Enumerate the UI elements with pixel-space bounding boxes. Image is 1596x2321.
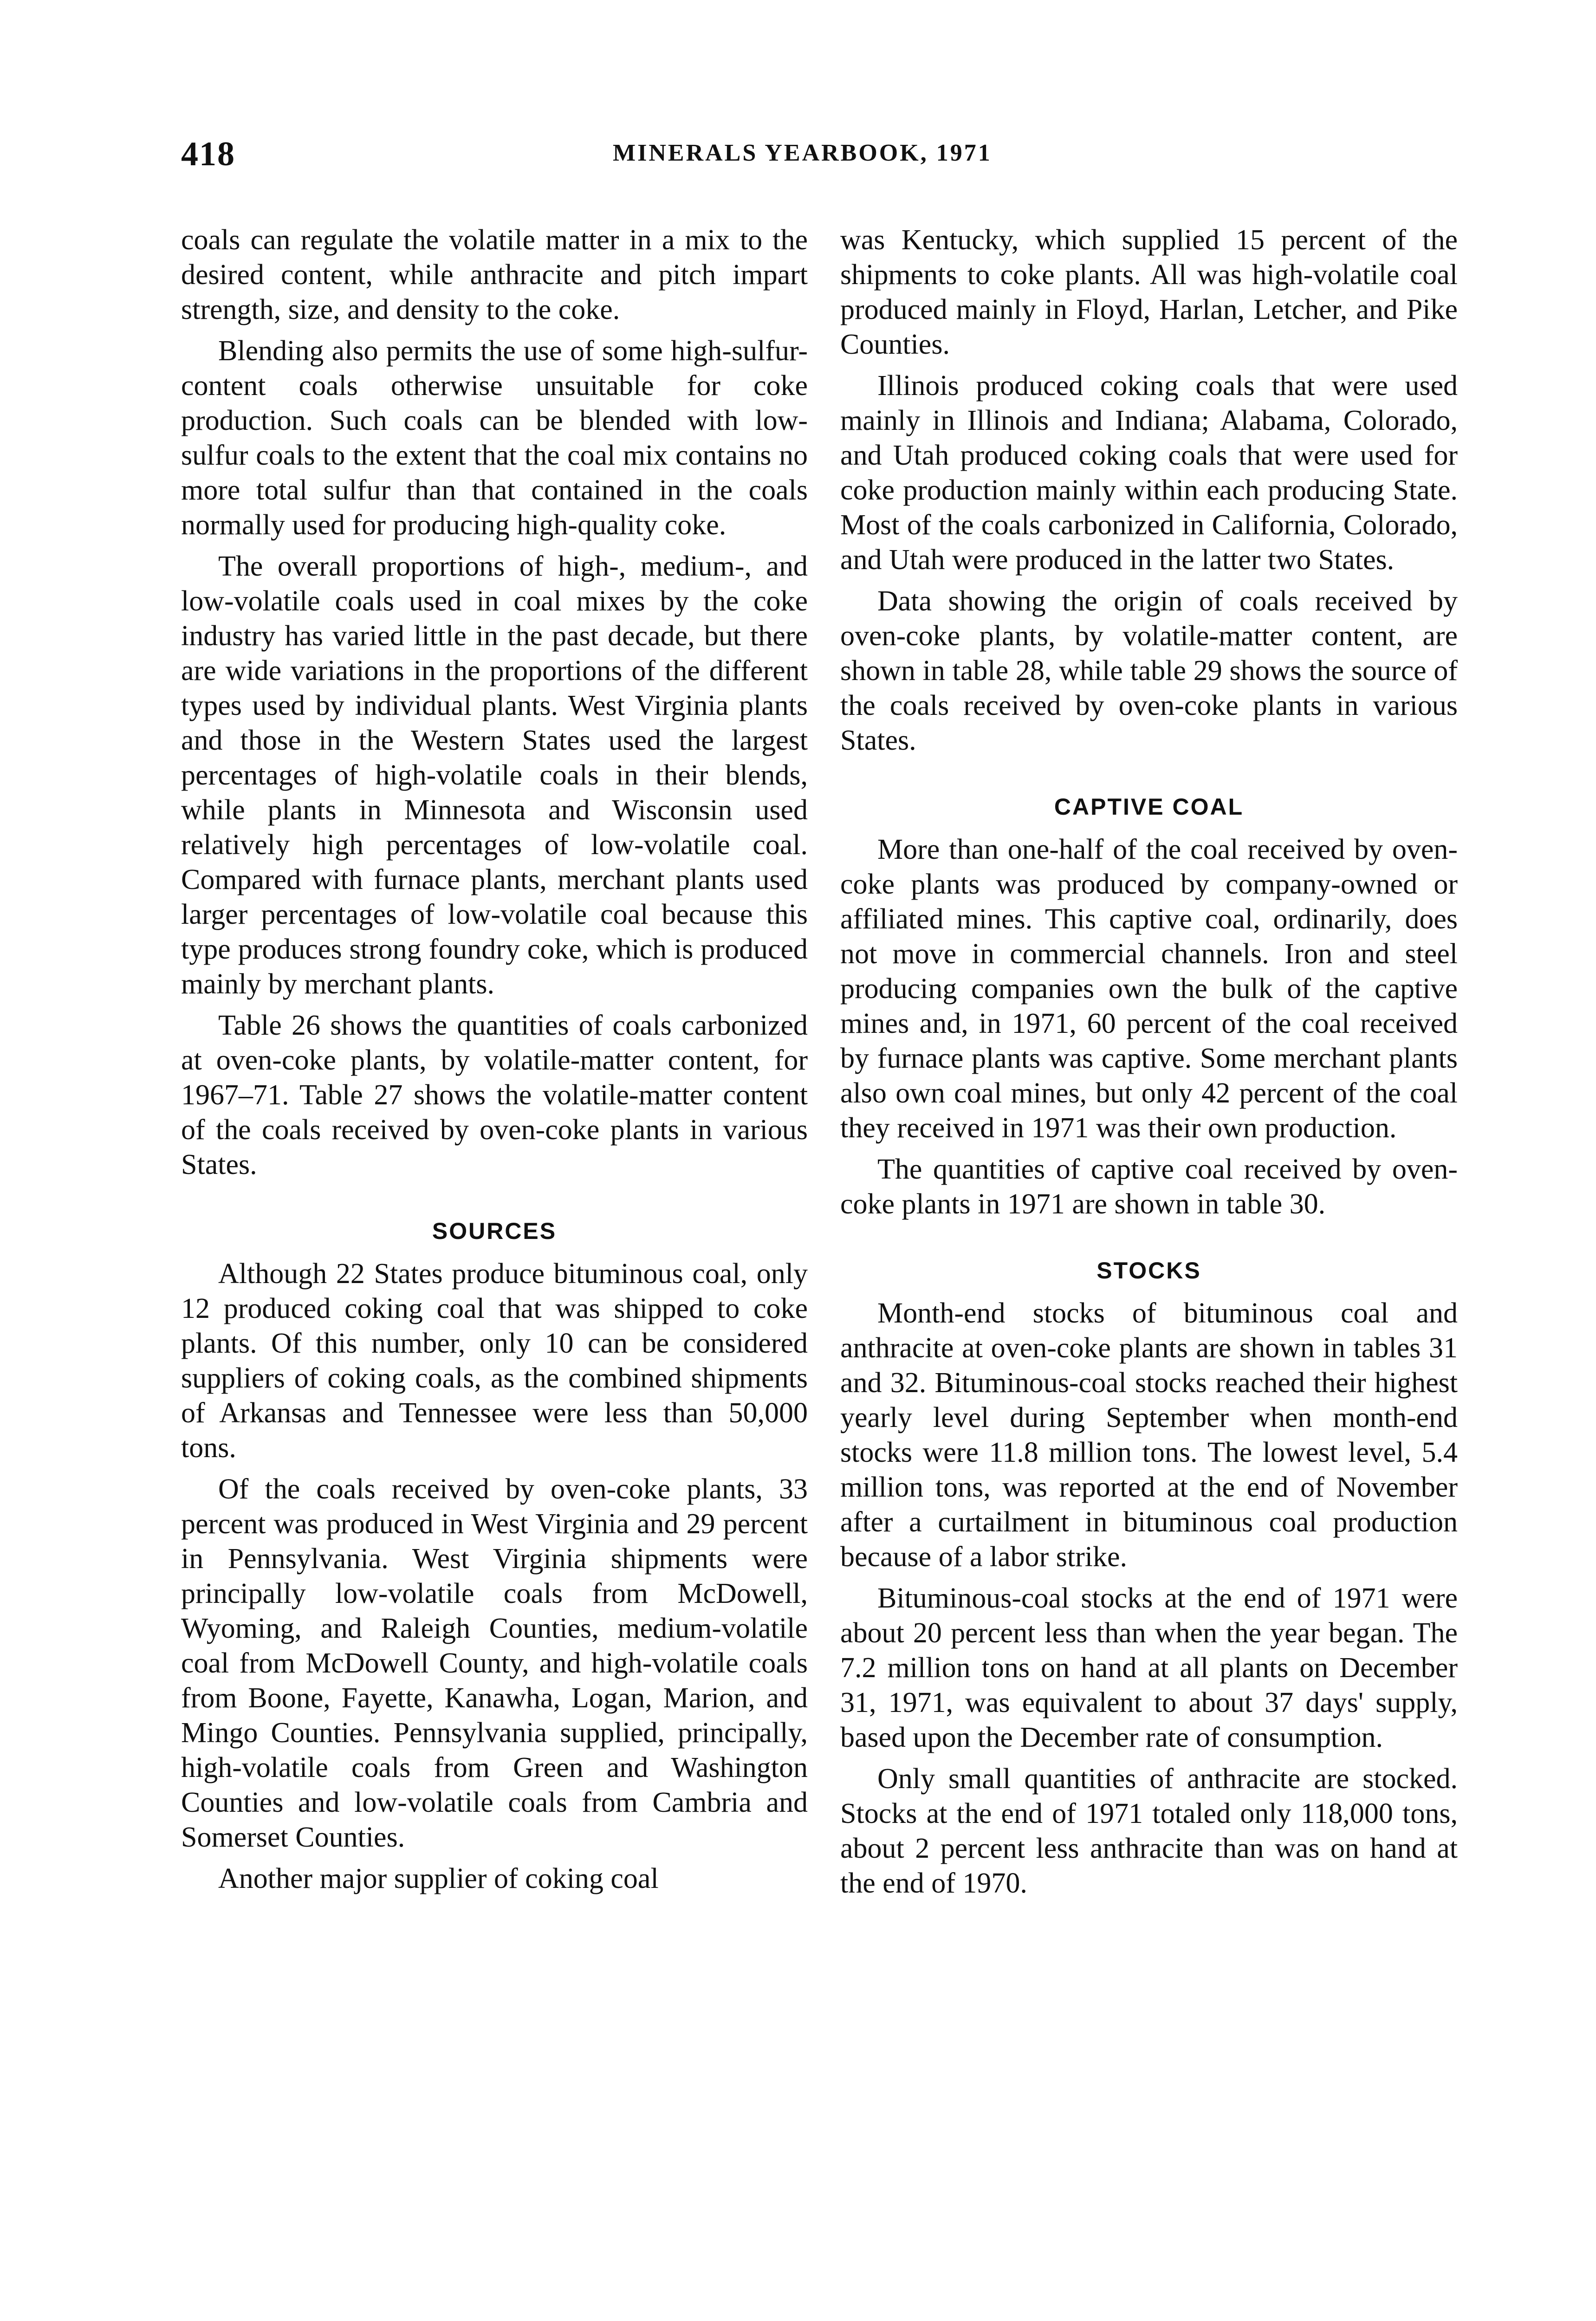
paragraph-coal-mix-continuation: coals can regulate the volatile matter in a mix to the desired content, while anthracite and pitch impart strength, size, and density to the coke. — [181, 224, 808, 325]
paragraph-major-supplier: Another major supplier of coking coal — [218, 1863, 659, 1894]
left-column — [181, 223, 808, 1903]
paragraph-captive-coal: More than one-half of the coal received by oven-coke plants was produced by company-owned or affiliated mines. This captive coal, ordinarily, does not move in commercial channels. Iron and steel producing companies own the bulk of the captive mines and, in 1971, 60 percent of the coal received by furnace plants was captive. Some merchant plants also own coal mines, but only 42 percent of the coal they received in 1971 was their own production. — [840, 834, 1458, 1144]
paragraph-states-producing: Although 22 States produce bituminous coal, only 12 produced coking coal that was shipped to coke plants. Of this number, only 10 can be considered suppliers of coking coals, as the combined shipments of Arkansas and Tennessee were less than 50,000 tons. — [181, 1258, 808, 1464]
paragraph-anthracite-stocks: Only small quantities of anthracite are stocked. Stocks at the end of 1971 totaled only 118,000 tons, about 2 percent less anthracite than was on hand at the end of 1970. — [840, 1763, 1458, 1899]
paragraph-table-30: The quantities of captive coal received by oven-coke plants in 1971 are shown in table 30. — [840, 1154, 1458, 1220]
paragraph-table-28-29: Data showing the origin of coals received by oven-coke plants, by volatile-matter content, are shown in table 28, while table 29 shows the source of the coals received by oven-coke plants in various States. — [840, 585, 1458, 756]
paragraph-month-end-stocks: Month-end stocks of bituminous coal and anthracite at oven-coke plants are shown in tables 31 and 32. Bituminous-coal stocks reached their highest yearly level during September when month-end stocks were 11.8 million tons. The lowest level, 5.4 million tons, was reported at the end of November after a curtailment in bituminous coal production because of a labor strike. — [840, 1297, 1458, 1573]
paragraph-illinois: Illinois produced coking coals that were used mainly in Illinois and Indiana; Alabama, Colorado, and Utah produced coking coals that were used for coke production mainly within each producing State. Most of the coals carbonized in California, Colorado, and Utah were produced in the latter two States. — [840, 370, 1458, 576]
paragraph-volatile-proportions: The overall proportions of high-, medium-, and low-volatile coals used in coal mixes by the coke industry has varied little in the past decade, but there are wide variations in the proportions of the different types used by individual plants. West Virginia plants and those in the Western States used the largest percentages of high-volatile coals in their blends, while plants in Minnesota and Wisconsin used relatively high percentages of low-volatile coal. Compared with furnace plants, merchant plants used larger percentages of low-volatile coal because this type produces strong foundry coke, which is produced mainly by merchant plants. — [181, 551, 808, 1000]
heading-sources: SOURCES — [432, 1218, 557, 1244]
heading-captive-coal: CAPTIVE COAL — [1054, 794, 1244, 820]
page-number: 418 — [181, 135, 235, 173]
paragraph-kentucky: was Kentucky, which supplied 15 percent of the shipments to coke plants. All was high-volatile coal produced mainly in Floyd, Harlan, Letcher, and Pike Counties. — [840, 224, 1458, 360]
running-title: MINERALS YEARBOOK, 1971 — [613, 140, 992, 166]
running-head — [181, 135, 1462, 186]
right-column — [840, 223, 1458, 1907]
paragraph-wv-pa-shipments: Of the coals received by oven-coke plants, 33 percent was produced in West Virginia and 29 percent in Pennsylvania. West Virginia shipments were principally low-volatile coals from McDowell, Wyoming, and Raleigh Counties, medium-volatile coal from McDowell County, and high-volatile coals from Boone, Fayette, Kanawha, Logan, Marion, and Mingo Counties. Pennsylvania supplied, principally, high-volatile coals from Green and Washington Counties and low-volatile coals from Cambria and Somerset Counties. — [181, 1473, 808, 1853]
paragraph-year-end-stocks: Bituminous-coal stocks at the end of 1971 were about 20 percent less than when the year began. The 7.2 million tons on hand at all plants on December 31, 1971, was equivalent to about 37 days' supply, based upon the December rate of consumption. — [840, 1582, 1458, 1753]
paragraph-blending: Blending also permits the use of some high-sulfur-content coals otherwise unsuitable for coke production. Such coals can be blended with low-sulfur coals to the extent that the coal mix contains no more total sulfur than that contained in the coals normally used for producing high-quality coke. — [181, 335, 808, 541]
paragraph-table-26-27: Table 26 shows the quantities of coals carbonized at oven-coke plants, by volatile-matter content, for 1967–71. Table 27 shows the volatile-matter content of the coals received by oven-coke plants in various States. — [181, 1010, 808, 1180]
heading-stocks: STOCKS — [1096, 1258, 1201, 1284]
